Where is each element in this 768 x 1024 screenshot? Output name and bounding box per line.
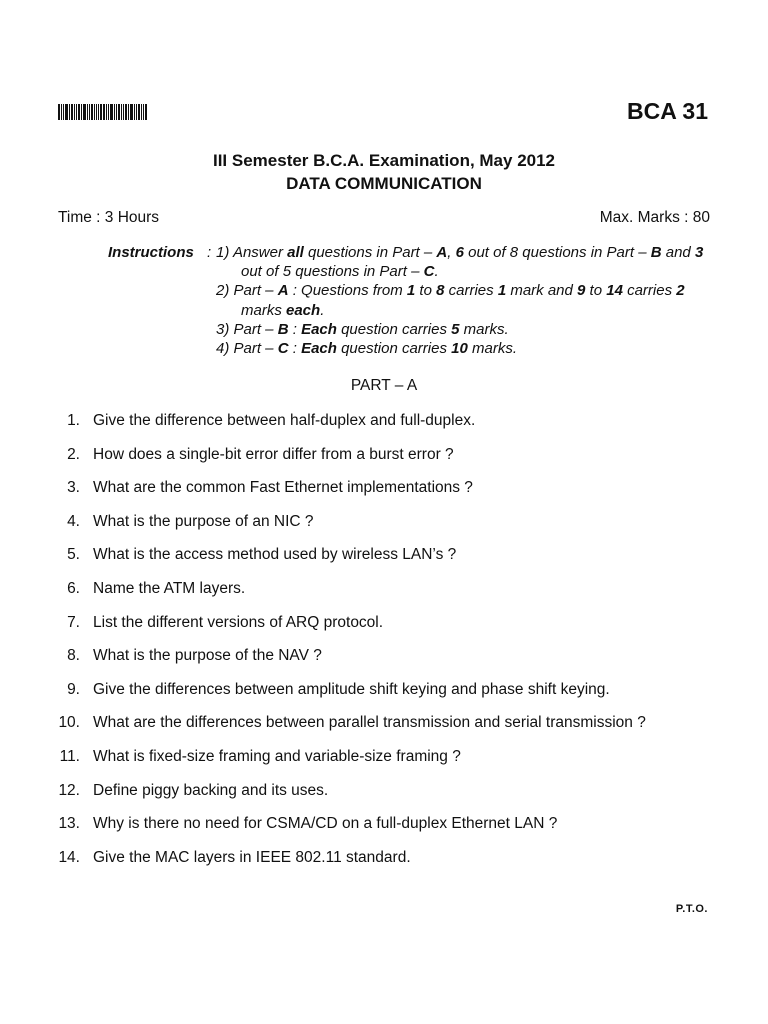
subject-title: DATA COMMUNICATION	[286, 174, 482, 193]
question-number: 6.	[67, 580, 80, 597]
question-number: 9.	[67, 680, 80, 698]
time-duration: Time : 3 Hours	[58, 209, 160, 226]
instructions-label: Instructions	[108, 244, 194, 261]
question-number: 11.	[59, 748, 80, 765]
question-text: Define piggy backing and its uses.	[93, 781, 329, 799]
question-text: What are the common Fast Ethernet implementations ?	[93, 479, 473, 497]
part-heading: PART – A	[350, 377, 418, 394]
question-text: Give the difference between half-duplex and full-duplex.	[93, 412, 476, 429]
max-marks: Max. Marks : 80	[599, 209, 710, 226]
exam-title: III Semester B.C.A. Examination, May 2012	[212, 151, 556, 170]
question-text: Why is there no need for CSMA/CD on a full-duplex Ethernet LAN ?	[93, 815, 558, 833]
question-text: What is the purpose of the NAV ?	[93, 647, 322, 665]
question-text: Give the differences between amplitude shift keying and phase shift keying.	[93, 680, 610, 698]
instruction-item: 1) Answer all questions in Part – A, 6 out of 8 questions in Part – B and 3 out of 5 questions in Part – C.	[216, 244, 704, 281]
question-number: 7.	[67, 613, 80, 631]
instruction-item: 2) Part – A : Questions from 1 to 8 carries 1 mark and 9 to 14 carries 2 marks each.	[216, 282, 685, 319]
question-text: What is the access method used by wireless LAN’s ?	[93, 546, 457, 564]
paper-code: BCA 31	[627, 98, 708, 124]
question-text: List the different versions of ARQ protocol.	[93, 613, 384, 631]
instructions-block	[108, 243, 708, 358]
question-number: 5.	[67, 546, 80, 564]
question-text: What are the differences between parallel transmission and serial transmission ?	[93, 714, 646, 732]
question-text: What is fixed-size framing and variable-size framing ?	[93, 748, 461, 765]
question-text: Give the MAC layers in IEEE 802.11 standard.	[93, 848, 411, 866]
question-number: 12.	[58, 781, 80, 799]
pto-note: P.T.O.	[675, 903, 708, 915]
question-text: Name the ATM layers.	[93, 580, 246, 597]
instruction-item: 3) Part – B : Each question carries 5 marks.	[216, 320, 509, 338]
question-number: 1.	[67, 412, 80, 429]
question-number: 13.	[58, 815, 80, 833]
question-number: 10.	[58, 714, 80, 732]
instructions-colon: :	[207, 244, 212, 261]
question-text: How does a single-bit error differ from a burst error ?	[93, 445, 454, 463]
question-number: 14.	[58, 848, 80, 866]
barcode	[58, 104, 160, 120]
question-number: 2.	[67, 445, 80, 463]
question-number: 3.	[67, 479, 80, 497]
question-text: What is the purpose of an NIC ?	[93, 512, 314, 530]
question-number: 8.	[67, 647, 80, 665]
question-number: 4.	[67, 512, 80, 530]
instruction-item: 4) Part – C : Each question carries 10 marks.	[216, 340, 518, 358]
